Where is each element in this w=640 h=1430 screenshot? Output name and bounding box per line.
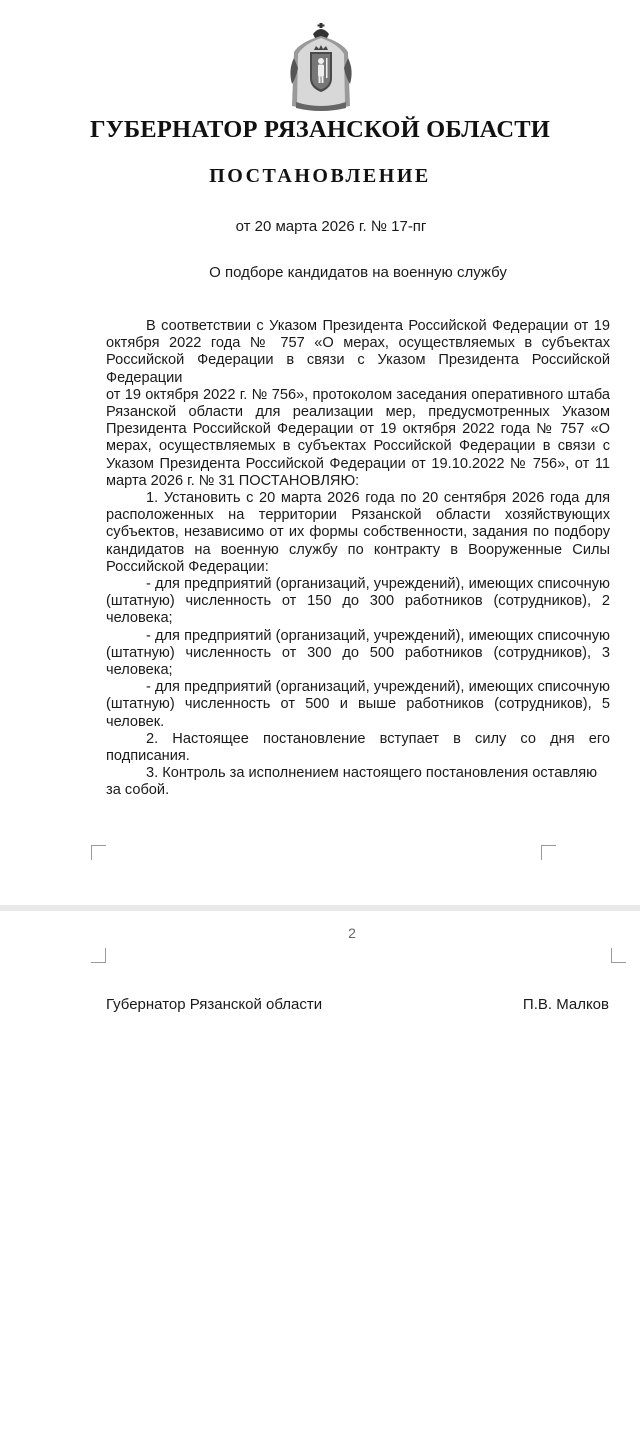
- clause-1: 1. Установить с 20 марта 2026 года по 20 сентября 2026 года для расположенных на территории Рязанской области хозяйствующих субъектов, независимо от их формы собственности, задания по подбору кандидатов на военную службу по контракту в Вооруженные Силы Российской Федерации:: [106, 490, 610, 575]
- ryazan-coat-of-arms-icon: [286, 22, 356, 114]
- clause-1-subitem: - для предприятий (организаций, учреждений), имеющих списочную (штатную) численность от 300 до 500 работников (сотрудников), 3 человека;: [106, 627, 610, 679]
- clause-3-continuation: за собой.: [106, 782, 170, 799]
- page-corner-mark: [611, 948, 626, 963]
- preamble-part-2: от 19 октября 2022 г. № 756», протоколом заседания оперативного штаба Рязанской области для реализации мер, предусмотренных Указом Президента Российской Федерации от 19 октября 2022 года № 757 «О мерах, осуществляемых в субъектах Российской Федерации в связи с Указом Президента Российской Федерации от 19.10.2022 № 756», от 11 марта 2026 г. № 31 ПОСТАНОВЛЯЮ:: [106, 386, 610, 489]
- document-type: ПОСТАНОВЛЕНИЕ: [209, 165, 431, 187]
- clause-2: 2. Настоящее постановление вступает в силу со дня его подписания.: [106, 730, 610, 765]
- page-corner-mark: [91, 845, 106, 860]
- document-body: [106, 318, 610, 800]
- clause-1-subitem: - для предприятий (организаций, учреждений), имеющих списочную (штатную) численность от 500 и выше работников (сотрудников), 5 человек.: [106, 679, 610, 730]
- document-subject: О подборе кандидатов на военную службу: [209, 264, 507, 281]
- page-corner-mark: [91, 948, 106, 963]
- preamble-part-1: В соответствии с Указом Президента Российской Федерации от 19 октября 2022 года № 757 «О мерах, осуществляемых в субъектах Российской Федерации в связи с Указом Президента Российской Федерации: [106, 318, 610, 386]
- clause-1-subitem: - для предприятий (организаций, учреждений), имеющих списочную (штатную) численность от 150 до 300 работников (сотрудников), 2 человека;: [106, 576, 610, 627]
- issuer-title: ГУБЕРНАТОР РЯЗАНСКОЙ ОБЛАСТИ: [89, 116, 551, 143]
- page-corner-mark: [541, 845, 556, 860]
- document-date-number: от 20 марта 2026 г. № 17-пг: [235, 218, 427, 235]
- document-page-2: [0, 911, 640, 1430]
- signer-position: Губернатор Рязанской области: [106, 996, 323, 1013]
- signer-name: П.В. Малков: [522, 996, 609, 1013]
- clause-3: 3. Контроль за исполнением настоящего постановления оставляю: [146, 765, 598, 782]
- page-number: 2: [348, 925, 356, 941]
